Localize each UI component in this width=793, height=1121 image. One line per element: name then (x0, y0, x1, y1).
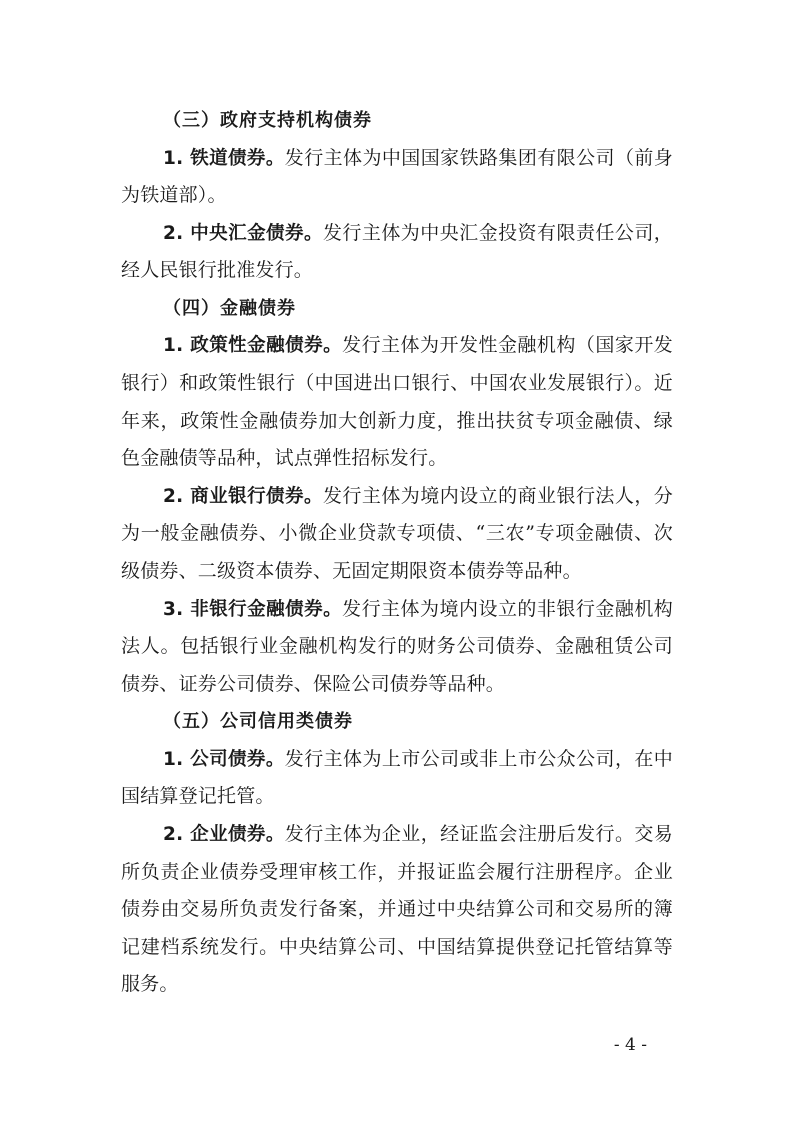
paragraph-non-bank-financial-bonds (121, 591, 673, 704)
section-heading-government-agency-bonds: （三）政府支持机构债券 (163, 110, 372, 131)
paragraph-lead: 1. 铁道债券。 (163, 147, 285, 169)
paragraph-enterprise-bonds (121, 816, 673, 1004)
paragraph-lead: 1. 公司债券。 (163, 748, 285, 770)
paragraph-company-bonds (121, 741, 673, 816)
paragraph-central-huijin-bonds (121, 215, 673, 290)
paragraph-railway-bonds (121, 140, 673, 215)
section-heading-corporate-credit-bonds: （五）公司信用类债券 (163, 711, 353, 733)
page-number: - 4 - (613, 1035, 647, 1055)
paragraph-commercial-bank-bonds (121, 478, 673, 591)
paragraph-text: 发行主体为境内设立的非银行金融机构法人。包括银行业金融机构发行的财务公司债券、金融租赁公司债券、证券公司债券、保险公司债券等品种。 (121, 597, 674, 695)
paragraph-lead: 2. 企业债券。 (163, 824, 285, 845)
paragraph-policy-financial-bonds (121, 327, 673, 477)
paragraph-text: 发行主体为中央汇金投资有限责任公司，经人民银行批准发行。 (121, 221, 673, 282)
paragraph-lead: 2. 中央汇金债券。 (163, 222, 323, 244)
paragraph-lead: 1. 政策性金融债券。 (163, 335, 343, 357)
paragraph-lead: 2. 商业银行债券。 (163, 485, 323, 507)
paragraph-text: 发行主体为开发性金融机构（国家开发银行）和政策性银行（中国进出口银行、中国农业发展银行）。近年来，政策性金融债券加大创新力度，推出扶贫专项金融债、绿色金融债等品种，试点弹性招标发行。 (121, 334, 674, 470)
document-body (121, 102, 673, 1004)
paragraph-text: 发行主体为境内设立的商业银行法人，分为一般金融债券、小微企业贷款专项债、“三农”专项金融债、次级债券、二级资本债券、无固定期限资本债券等品种。 (121, 484, 673, 582)
paragraph-text: 发行主体为上市公司或非上市公众公司，在中国结算登记托管。 (121, 747, 673, 808)
paragraph-text: 发行主体为中国国家铁路集团有限公司（前身为铁道部）。 (121, 146, 673, 207)
section-heading-financial-bonds: （四）金融债券 (163, 297, 296, 319)
paragraph-lead: 3. 非银行金融债券。 (163, 598, 343, 620)
paragraph-text: 发行主体为企业，经证监会注册后发行。交易所负责企业债券受理审核工作，并报证监会履行注册程序。企业债券由交易所负责发行备案，并通过中央结算公司和交易所的簿记建档系统发行。中央结算公司、中国结算提供登记托管结算等服务。 (121, 823, 673, 996)
